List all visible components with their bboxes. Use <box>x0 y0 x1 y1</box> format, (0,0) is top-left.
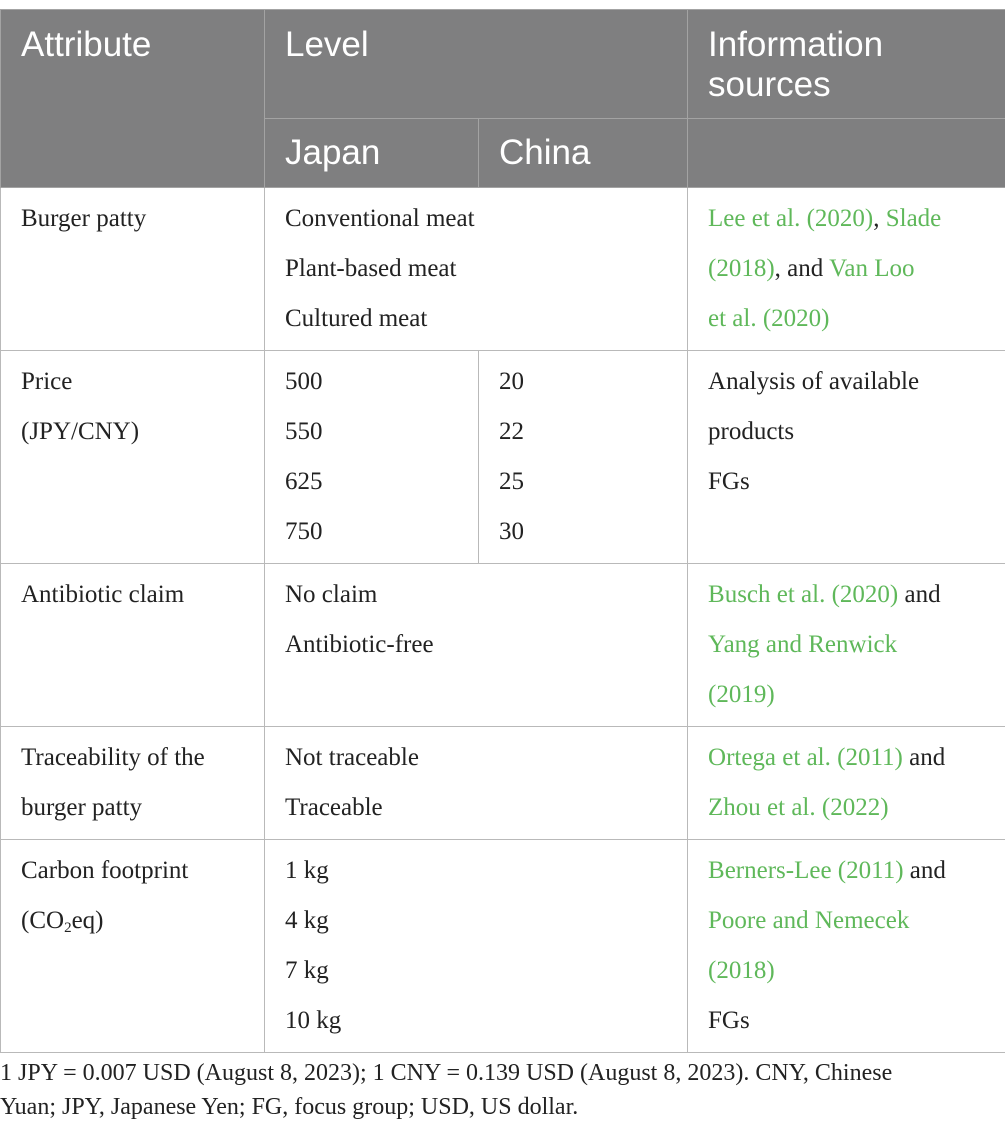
citation-link[interactable]: Yang and Renwick <box>708 631 898 658</box>
table-row-antibiotic-claim <box>1 564 1005 727</box>
cell-attribute: Antibiotic claim <box>1 564 265 727</box>
citation-link[interactable]: (2018) <box>708 957 775 984</box>
cell-attribute: Traceability of the burger patty <box>1 727 265 840</box>
cell-sources: Berners-Lee (2011) and Poore and Nemecek (2018) FGs <box>688 840 1005 1053</box>
table-row-traceability <box>1 727 1005 840</box>
citation-link[interactable]: Ortega et al. (2011) <box>708 744 903 771</box>
citation-link[interactable]: Berners-Lee (2011) <box>708 857 904 884</box>
citation-link[interactable]: et al. (2020) <box>708 305 830 332</box>
header-row <box>1 10 1005 119</box>
citation-link[interactable]: Lee et al. (2020) <box>708 205 874 232</box>
citation-link[interactable]: Slade <box>885 205 942 232</box>
header-level: Level <box>265 10 688 119</box>
table-footnote: 1 JPY = 0.007 USD (August 8, 2023); 1 CNY = 0.139 USD (August 8, 2023). CNY, Chinese Yuan; JPY, Japanese Yen; FG, focus group; USD, US dollar. <box>0 1060 893 1120</box>
header-japan: Japan <box>265 119 479 188</box>
citation-link[interactable]: Zhou et al. (2022) <box>708 794 889 821</box>
cell-japan-levels: 500 550 625 750 <box>265 351 479 564</box>
citation-link[interactable]: (2018) <box>708 255 775 282</box>
cell-levels: 1 kg 4 kg 7 kg 10 kg <box>265 840 688 1053</box>
cell-sources: Busch et al. (2020) and Yang and Renwick (2019) <box>688 564 1005 727</box>
table-row-carbon-footprint <box>1 840 1005 1053</box>
citation-link[interactable]: Van Loo <box>829 255 915 282</box>
attribute-table <box>0 9 1005 1053</box>
cell-sources: Lee et al. (2020), Slade (2018), and Van Loo et al. (2020) <box>688 188 1005 351</box>
table-row-burger-patty <box>1 188 1005 351</box>
cell-levels: Not traceable Traceable <box>265 727 688 840</box>
header-information-sources: Information sources <box>688 10 1005 119</box>
cell-china-levels: 20 22 25 30 <box>479 351 688 564</box>
cell-attribute: Carbon footprint $(CO_2eq)$ <box>1 840 265 1053</box>
citation-link[interactable]: (2019) <box>708 681 775 708</box>
header-blank <box>688 119 1005 188</box>
citation-link[interactable]: Busch et al. (2020) <box>708 581 899 608</box>
cell-sources: Analysis of available products FGs <box>688 351 1005 564</box>
cell-levels: Conventional meat Plant-based meat Cultured meat <box>265 188 688 351</box>
citation-link[interactable]: Poore and Nemecek <box>708 907 910 934</box>
cell-levels: No claim Antibiotic-free <box>265 564 688 727</box>
cell-attribute: Burger patty <box>1 188 265 351</box>
header-attribute: Attribute <box>1 10 265 188</box>
cell-attribute: Price (JPY/CNY) <box>1 351 265 564</box>
table-row-price <box>1 351 1005 564</box>
header-china: China <box>479 119 688 188</box>
cell-sources: Ortega et al. (2011) and Zhou et al. (2022) <box>688 727 1005 840</box>
